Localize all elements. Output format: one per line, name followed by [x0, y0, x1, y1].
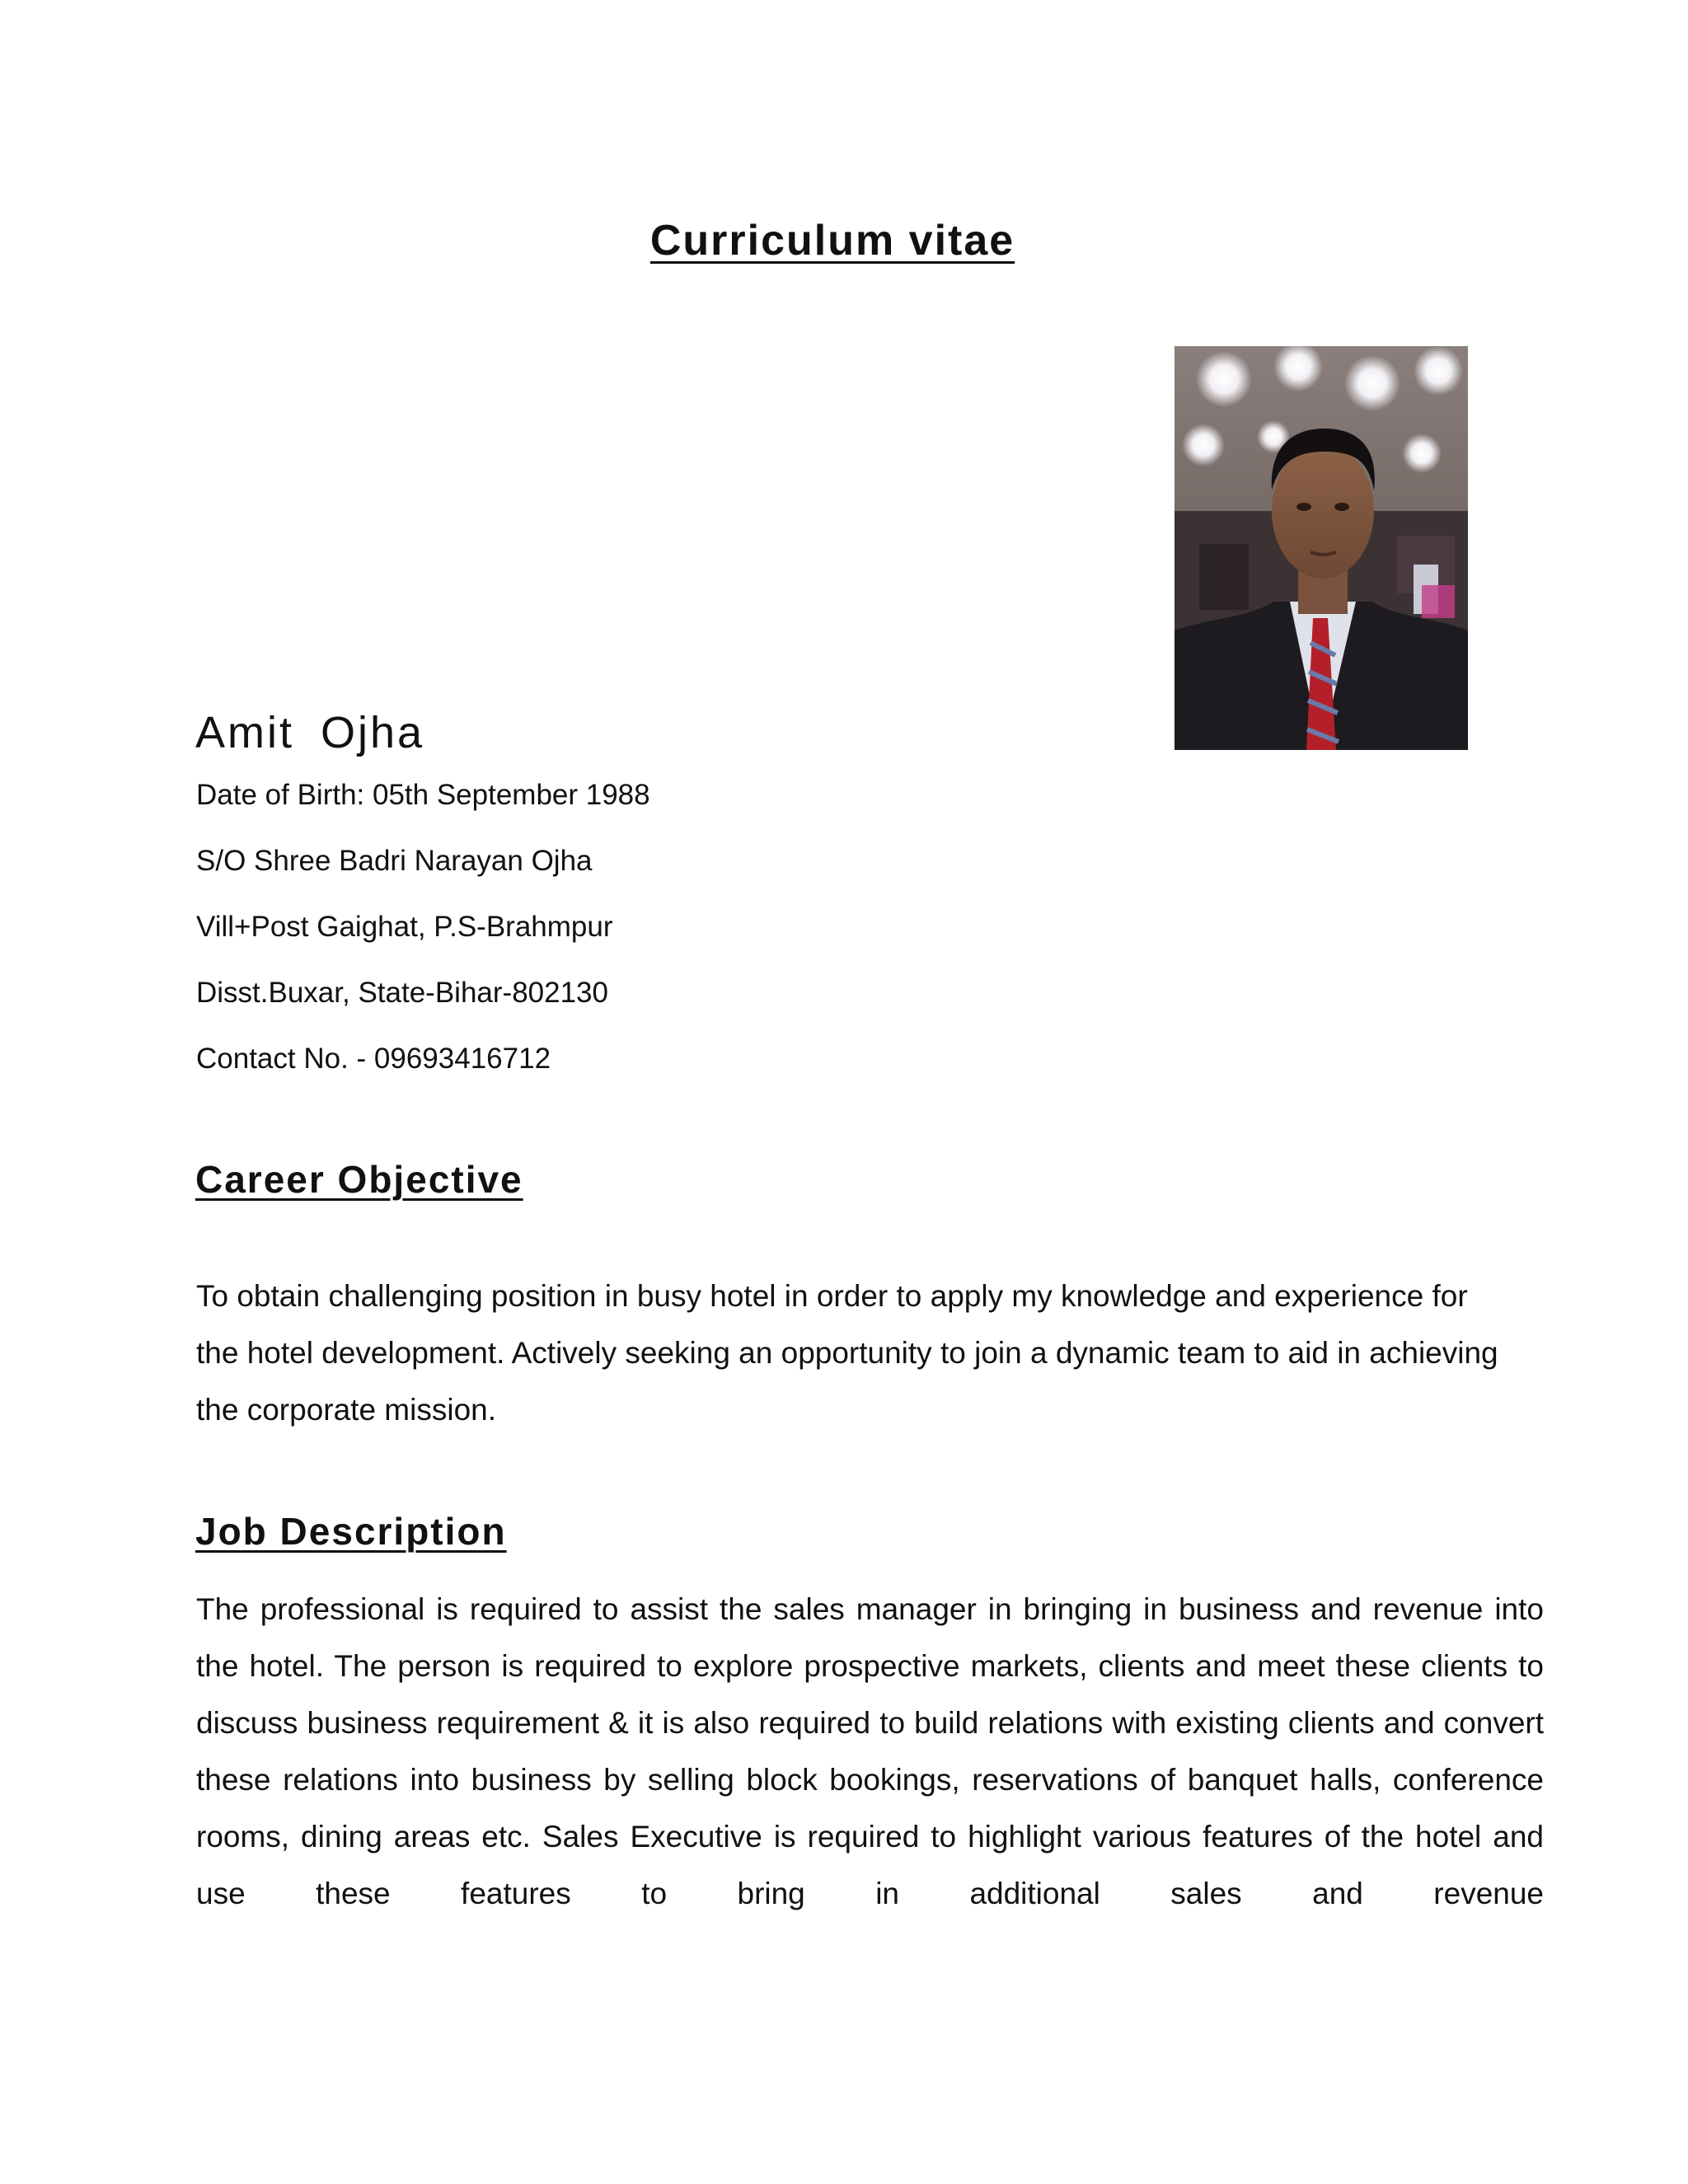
career-objective-text: To obtain challenging position in busy hotel in order to apply my knowledge and experience for the hotel development. Actively seeking an opportunity to join a dynamic team to aid in achieving the corporate mission. — [196, 1279, 1498, 1427]
parent-name: S/O Shree Badri Narayan Ojha — [196, 845, 593, 877]
document-title: Curriculum vitae — [649, 217, 1015, 265]
address-line-1: Vill+Post Gaighat, P.S-Brahmpur — [196, 911, 613, 943]
personal-details — [196, 775, 650, 1104]
date-of-birth: Date of Birth: 05th September 1988 — [196, 779, 650, 811]
address-line-2: Disst.Buxar, State-Bihar-802130 — [196, 977, 608, 1009]
contact-number: Contact No. - 09693416712 — [196, 1043, 551, 1075]
candidate-name: Amit Ojha — [195, 708, 425, 757]
job-description-text: The professional is required to assist the sales manager in bringing in business and revenue into the hotel. The person is required to explore prospective markets, clients and meet these clients to discuss business requirement & it is also required to build relations with existing clients and convert these relations into business by selling block bookings, reservations of banquet halls, conference rooms, dining areas etc. Sales Executive is required to highlight various features of the hotel and use these features to bring in additional sales and revenue — [196, 1592, 1544, 1910]
profile-photo — [1175, 346, 1468, 750]
person-photo-icon — [1175, 346, 1468, 750]
career-objective-heading: Career Objective — [195, 1158, 523, 1201]
job-description-heading: Job Description — [195, 1510, 507, 1553]
